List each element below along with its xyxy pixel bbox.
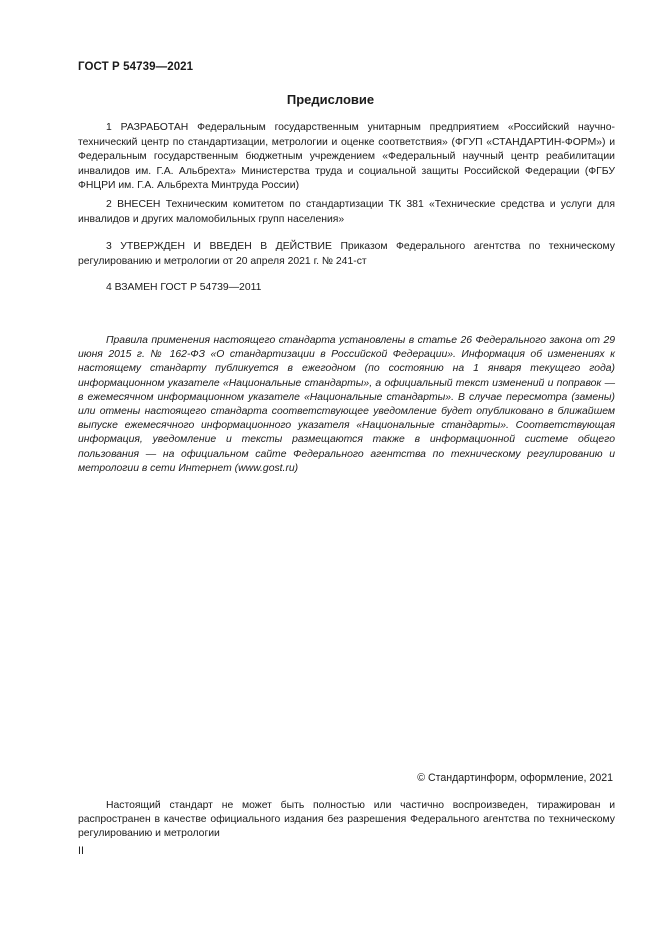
paragraph-introduced-by: 2 ВНЕСЕН Техническим комитетом по стандартизации ТК 381 «Технические средства и услуги для инвалидов и других маломобильных групп населения» [78,199,615,225]
page-title: Предисловие [286,92,375,107]
copyright-line: © Стандартинформ, оформление, 2021 [417,772,613,784]
paragraph-developed-by: 1 РАЗРАБОТАН Федеральным государственным унитарным предприятием «Российский научно-технический центр по стандартизации, метрологии и оценке соответствия» (ФГУП «СТАНДАРТИН-ФОРМ») и Федеральным государственным бюджетным учреждением «Федеральный научный центр реабилитации инвалидов им. Г.А. Альбрехта» Министерства труда и социальной защиты Российской Федерации (ФГБУ ФНЦРИ им. Г.А. Альбрехта Минтруда России) [78,122,615,192]
application-rules-notice: Правила применения настоящего стандарта установлены в статье 26 Федерального закона от 29 июня 2015 г. № 162-ФЗ «О стандартизации в Российской Федерации». Информация об изменениях к настоящему стандарту публикуется в ежегодном (по состоянию на 1 января текущего года) информационном указателе «Национальные стандарты», а официальный текст изменений и поправок — в ежемесячном информационном указателе «Национальные стандарты». В случае пересмотра (замены) или отмены настоящего стандарта соответствующее уведомление будет опубликовано в ближайшем выпуске ежемесячного информационного указателя «Национальные стандарты». Соответствующая информация, уведомление и тексты размещаются также в информационной системе общего пользования — на официальном сайте Федерального агентства по техническому регулированию и метрологии в сети Интернет (www.gost.ru) [78,335,615,474]
paragraph-approved: 3 УТВЕРЖДЕН И ВВЕДЕН В ДЕЙСТВИЕ Приказом Федерального агентства по техническому регулированию и метрологии от 20 апреля 2021 г. № 241-ст [78,241,615,267]
paragraph-replaces: 4 ВЗАМЕН ГОСТ Р 54739—2011 [106,282,262,293]
page-number: II [78,845,84,857]
document-code-header: ГОСТ Р 54739—2021 [78,61,194,73]
reproduction-notice: Настоящий стандарт не может быть полностью или частично воспроизведен, тиражирован и распространен в качестве официального издания без разрешения Федерального агентства по техническому регулированию и метрологии [78,800,615,840]
